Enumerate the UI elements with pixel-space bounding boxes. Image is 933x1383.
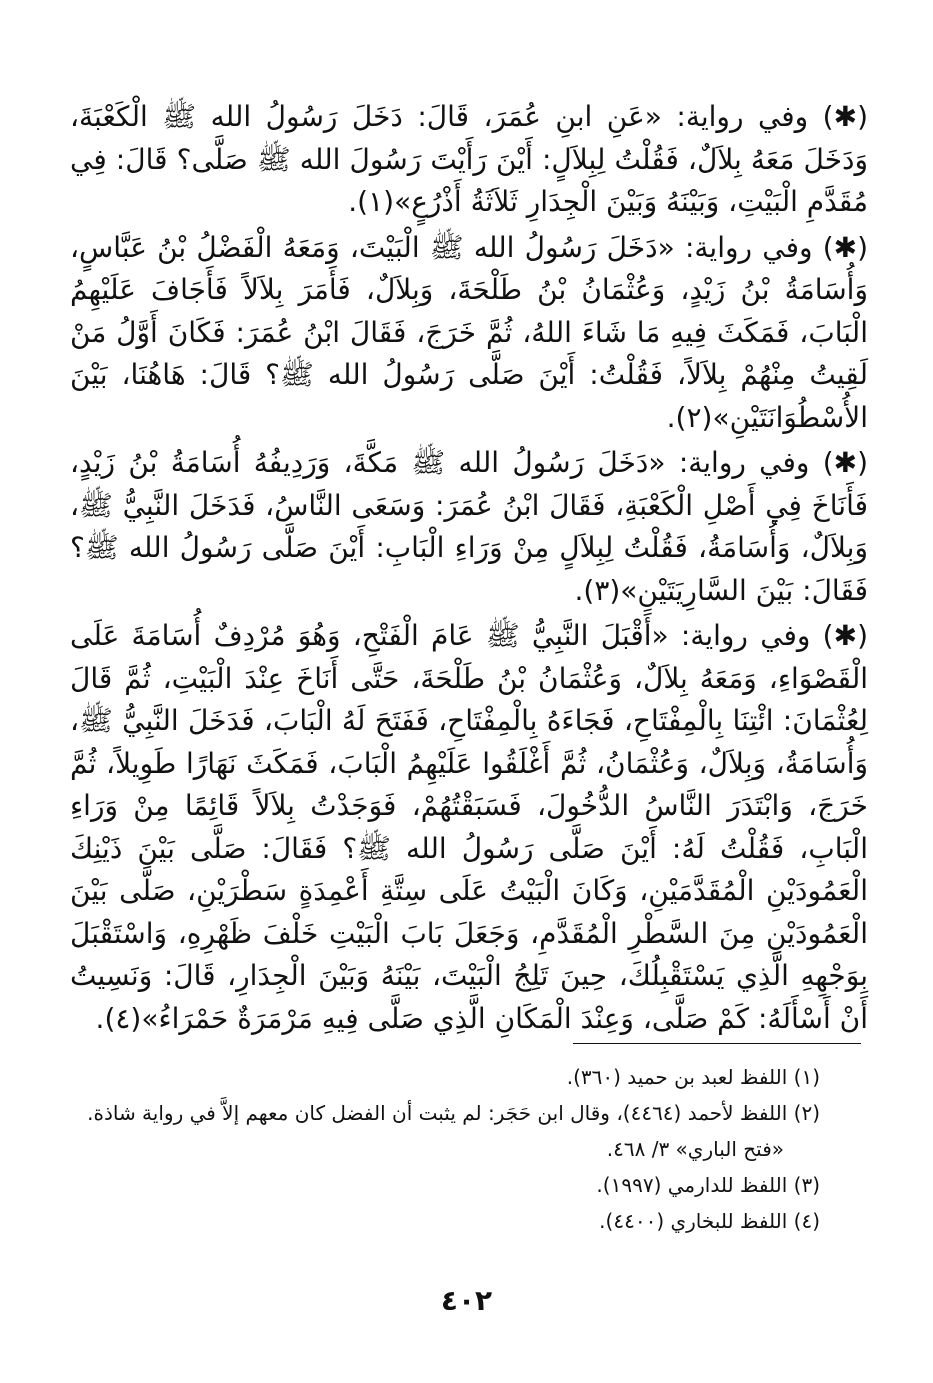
footnote-3: (٣) اللفظ للدارمي (١٩٩٧). bbox=[596, 1173, 820, 1197]
hadith-paragraph-4: (✱) وفي رواية: «أَقْبَلَ النَّبِيُّ ﷺ عَامَ الْفَتْحِ، وَهُوَ مُرْدِفٌ أُسَامَةَ عَلَى الْقَصْوَاءِ، وَمَعَهُ بِلاَلٌ، وَعُثْمَانُ بْنُ طَلْحَةَ، حَتَّى أَنَاخَ عِنْدَ الْبَيْتِ، ثُمَّ قَالَ لِعُثْمَانَ: ائْتِنَا بِالْمِفْتَاحِ، فَجَاءَهُ بِالْمِفْتَاحِ، فَفَتَحَ لَهُ الْبَابَ، فَدَخَلَ النَّبِيُّ ﷺ، وَأُسَامَةُ، وَبِلاَلٌ، وَعُثْمَانُ، ثُمَّ أَغْلَقُوا عَلَيْهِمُ الْبَابَ، فَمَكَثَ نَهَارًا طَوِيلاً، ثُمَّ خَرَجَ، وَابْتَدَرَ النَّاسُ الدُّخُولَ، فَسَبَقْتُهُمْ، فَوَجَدْتُ بِلاَلاً قَائِمًا مِنْ وَرَاءِ الْبَابِ، فَقُلْتُ لَهُ: أَيْنَ صَلَّى رَسُولُ الله ﷺ؟ فَقَالَ: صَلَّى بَيْنَ ذَيْنِكَ الْعَمُودَيْنِ الْمُقَدَّمَيْنِ، وَكَانَ الْبَيْتُ عَلَى سِتَّةِ أَعْمِدَةٍ سَطْرَيْنِ، صَلَّى بَيْنَ الْعَمُودَيْنِ مِنَ السَّطْرِ الْمُقَدَّمِ، وَجَعَلَ بَابَ الْبَيْتِ خَلْفَ ظَهْرِهِ، وَاسْتَقْبَلَ بِوَجْهِهِ الَّذِي يَسْتَقْبِلُكَ، حِينَ تَلِجُ الْبَيْتَ، بَيْنَهُ وَبَيْنَ الْجِدَارِ، قَالَ: وَنَسِيتُ أَنْ أَسْأَلَهُ: كَمْ صَلَّى، وَعِنْدَ الْمَكَانِ الَّذِي صَلَّى فِيهِ مَرْمَرَةٌ حَمْرَاءُ»(٤). bbox=[70, 619, 868, 1035]
footnote-1: (١) اللفظ لعبد بن حميد (٣٦٠). bbox=[566, 1065, 820, 1089]
footnote-2: (٢) اللفظ لأحمد (٤٤٦٤)، وقال ابن حَجَر: لم يثبت أن الفضل كان معهم إلاَّ في رواية شاذة. bbox=[87, 1101, 820, 1125]
footnote-4: (٤) اللفظ للبخاري (٤٤٠٠). bbox=[599, 1209, 820, 1233]
hadith-paragraph-1: (✱) وفي رواية: «عَنِ ابنِ عُمَرَ، قَالَ: دَخَلَ رَسُولُ الله ﷺ الْكَعْبَةَ، وَدَخَلَ مَعَهُ بِلاَلٌ، فَقُلْتُ لِبِلاَلٍ: أَيْنَ رَأَيْتَ رَسُولَ الله ﷺ صَلَّى؟ قَالَ: فِي مُقَدَّمِ الْبَيْتِ، وَبَيْنَهُ وَبَيْنَ الْجِدَارِ ثَلاَثَةُ أَذْرُعٍ»(١). bbox=[70, 100, 868, 218]
footnotes bbox=[70, 1059, 820, 1239]
page-number: ٤٠٢ bbox=[440, 1284, 493, 1317]
footnote-separator bbox=[573, 1043, 861, 1044]
main-text bbox=[70, 96, 868, 1043]
footnote-2-continuation: «فتح الباري» ٣/ ٤٦٨. bbox=[606, 1137, 784, 1161]
hadith-paragraph-3: (✱) وفي رواية: «دَخَلَ رَسُولُ الله ﷺ مَكَّةَ، وَرَدِيفُهُ أُسَامَةُ بْنُ زَيْدٍ، فَأَنَاخَ فِي أَصْلِ الْكَعْبَةِ، فَقَالَ ابْنُ عُمَرَ: وَسَعَى النَّاسُ، فَدَخَلَ النَّبِيُّ ﷺ، وَبِلاَلٌ، وَأُسَامَةُ، فَقُلْتُ لِبِلاَلٍ مِنْ وَرَاءِ الْبَابِ: أَيْنَ صَلَّى رَسُولُ الله ﷺ؟ فَقَالَ: بَيْنَ السَّارِيَتَيْنِ»(٣). bbox=[70, 446, 868, 607]
hadith-paragraph-2: (✱) وفي رواية: «دَخَلَ رَسُولُ الله ﷺ الْبَيْتَ، وَمَعَهُ الْفَضْلُ بْنُ عَبَّاسٍ، وَأُسَامَةُ بْنُ زَيْدٍ، وَعُثْمَانُ بْنُ طَلْحَةَ، وَبِلاَلٌ، فَأَمَرَ بِلاَلاً فَأَجَافَ عَلَيْهِمُ الْبَابَ، فَمَكَثَ فِيهِ مَا شَاءَ اللهُ، ثُمَّ خَرَجَ، فَقَالَ ابْنُ عُمَرَ: فَكَانَ أَوَّلُ مَنْ لَقِيتُ مِنْهُمْ بِلاَلاً، فَقُلْتُ: أَيْنَ صَلَّى رَسُولُ الله ﷺ؟ قَالَ: هَاهُنَا، بَيْنَ الأُسْطُوَانَتَيْنِ»(٢). bbox=[70, 230, 868, 434]
